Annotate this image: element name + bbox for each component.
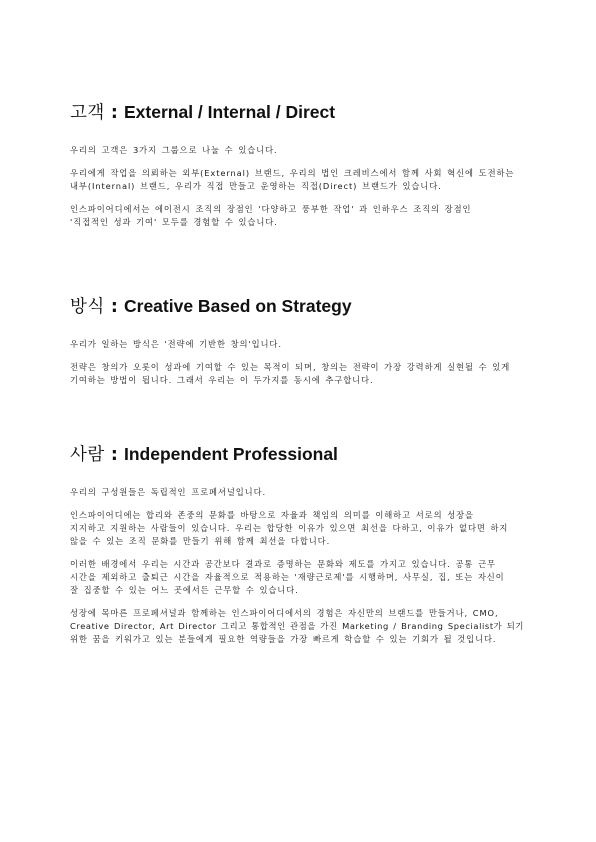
paragraph <box>70 361 530 387</box>
heading-separator: : <box>104 103 124 123</box>
section-heading <box>70 295 530 318</box>
text-line: 지지하고 지원하는 사람들이 있습니다. 우리는 합당한 이유가 있으면 최선을 다하고, 이유가 없다면 하지 <box>70 523 509 533</box>
paragraph <box>70 509 530 548</box>
text-line: 잘 집중할 수 있는 어느 곳에서든 근무할 수 있습니다. <box>70 585 299 595</box>
section-body <box>70 144 530 229</box>
text-line: 이러한 배경에서 우리는 시간과 공간보다 결과로 증명하는 문화와 제도를 가지고 있습니다. 공통 근무 <box>70 559 496 569</box>
paragraph <box>70 486 530 499</box>
section-method <box>70 295 530 387</box>
heading-english: Creative Based on Strategy <box>124 296 352 316</box>
section-people <box>70 443 530 646</box>
text-line: 않을 수 있는 조직 문화를 만들기 위해 함께 최선을 다합니다. <box>70 536 331 546</box>
text-line: 기여하는 방법이 됩니다. 그래서 우리는 이 두가지를 동시에 추구합니다. <box>70 375 374 385</box>
heading-english: Independent Professional <box>124 444 338 464</box>
text-line: 우리가 일하는 방식은 '전략에 기반한 창의'입니다. <box>70 339 282 349</box>
paragraph <box>70 607 530 646</box>
paragraph <box>70 167 530 193</box>
text-line: 인스파이어디에서는 에이전시 조직의 장점인 '다양하고 풍부한 작업' 과 인하우스 조직의 장점인 <box>70 204 472 214</box>
text-line: '직접적인 성과 기여' 모두를 경험할 수 있습니다. <box>70 217 278 227</box>
text-line: 우리의 구성원들은 독립적인 프로페셔널입니다. <box>70 487 267 497</box>
text-line: 시간을 제외하고 출퇴근 시간을 자율적으로 적용하는 '재량근로제'를 시행하며, 사무실, 집, 또는 자신이 <box>70 572 505 582</box>
text-line: 성장에 목마른 프로페셔널과 함께하는 인스파이어디에서의 경험은 자신만의 브랜드를 만들거나, CMO, <box>70 608 499 618</box>
heading-separator: : <box>104 297 124 317</box>
section-heading <box>70 101 530 124</box>
heading-english: External / Internal / Direct <box>124 102 336 122</box>
text-line: 인스파이어디에는 합리와 존중의 문화를 바탕으로 자율과 책임의 의미를 이해하고 서로의 성장을 <box>70 510 474 520</box>
paragraph <box>70 144 530 157</box>
heading-separator: : <box>104 445 124 465</box>
paragraph <box>70 203 530 229</box>
section-heading <box>70 443 530 466</box>
text-line: 우리의 고객은 3가지 그룹으로 나눌 수 있습니다. <box>70 145 278 155</box>
paragraph <box>70 558 530 597</box>
heading-korean: 고객 <box>70 103 105 123</box>
text-line: 위한 꿈을 키워가고 있는 분들에게 필요한 역량들을 가장 빠르게 학습할 수 있는 기회가 될 것입니다. <box>70 634 497 644</box>
text-line: Creative Director, Art Director 그리고 통합적인 관점을 가진 Marketing / Branding Specialist가 되기 <box>70 621 524 631</box>
heading-korean: 사람 <box>70 445 105 465</box>
text-line: 내부(Internal) 브랜드, 우리가 직접 만들고 운영하는 직접(Direct) 브랜드가 있습니다. <box>70 181 442 191</box>
text-line: 우리에게 작업을 의뢰하는 외부(External) 브랜드, 우리의 법인 크레비스에서 함께 사회 혁신에 도전하는 <box>70 168 515 178</box>
text-line: 전략은 창의가 오롯이 성과에 기여할 수 있는 목적이 되며, 창의는 전략이 가장 강력하게 실현될 수 있게 <box>70 362 511 372</box>
section-customers <box>70 101 530 229</box>
paragraph <box>70 338 530 351</box>
heading-korean: 방식 <box>70 297 105 317</box>
section-body <box>70 486 530 646</box>
section-body <box>70 338 530 387</box>
